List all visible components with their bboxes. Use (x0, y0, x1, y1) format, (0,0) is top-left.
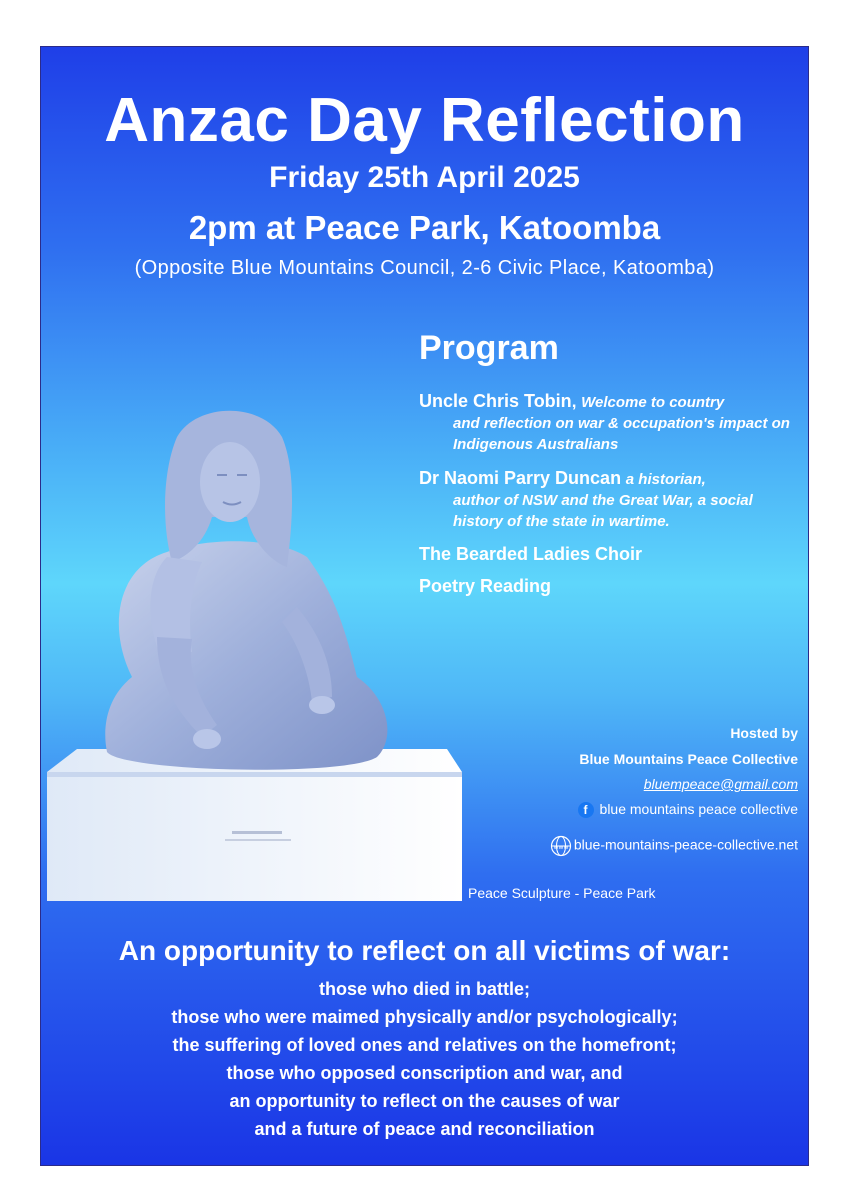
footer-line: and a future of peace and reconciliation (254, 1119, 595, 1139)
footer-line: those who opposed conscription and war, and (226, 1063, 623, 1083)
program-item-name: Uncle Chris Tobin (419, 391, 572, 411)
footer-line: the suffering of loved ones and relatives on the homefront; (172, 1035, 677, 1055)
event-time-place: 2pm at Peace Park, Katoomba (188, 209, 661, 246)
program-item-welcome (419, 391, 799, 455)
program-item-desc-rest: and reflection on war & occupation's impact on Indigenous Australians (453, 415, 790, 453)
globe-icon (550, 835, 572, 857)
host-organisation: Blue Mountains Peace Collective (579, 751, 798, 767)
facebook-icon: f (578, 802, 594, 818)
hosted-by-label: Hosted by (730, 725, 798, 741)
program-item-separator: , (571, 392, 582, 411)
footer-line: those who died in battle; (319, 979, 530, 999)
footer-line: an opportunity to reflect on the causes of war (229, 1091, 620, 1111)
website-label: blue-mountains-peace-collective.net (573, 836, 798, 853)
website-link[interactable] (550, 835, 798, 857)
footer-lines (41, 975, 808, 1143)
facebook-link[interactable] (578, 801, 798, 818)
program-item-desc: Welcome to country (581, 394, 725, 411)
program-item-historian (419, 468, 799, 532)
program-item-choir: The Bearded Ladies Choir (419, 544, 643, 564)
program-item-desc-rest: author of NSW and the Great War, a social history of the state in wartime. (453, 492, 753, 530)
facebook-label: blue mountains peace collective (599, 801, 798, 817)
poster (40, 46, 809, 1166)
event-address: (Opposite Blue Mountains Council, 2-6 Civic Place, Katoomba) (134, 257, 715, 279)
program-heading: Program (419, 329, 559, 367)
peace-sculpture-image (47, 377, 467, 907)
footer-headline: An opportunity to reflect on all victims of war: (118, 935, 731, 966)
contact-email-link[interactable]: bluempeace@gmail.com (643, 776, 798, 792)
footer-line: those who were maimed physically and/or psychologically; (171, 1007, 678, 1027)
www-icon-label: www (553, 844, 569, 851)
sculpture-caption: Peace Sculpture - Peace Park (468, 885, 656, 901)
program-item-desc: a historian, (625, 471, 706, 488)
program-item-name: Dr Naomi Parry Duncan (419, 468, 622, 488)
event-title: Anzac Day Reflection (104, 86, 745, 155)
event-date: Friday 25th April 2025 (269, 161, 580, 194)
program-item-poetry: Poetry Reading (419, 576, 552, 596)
